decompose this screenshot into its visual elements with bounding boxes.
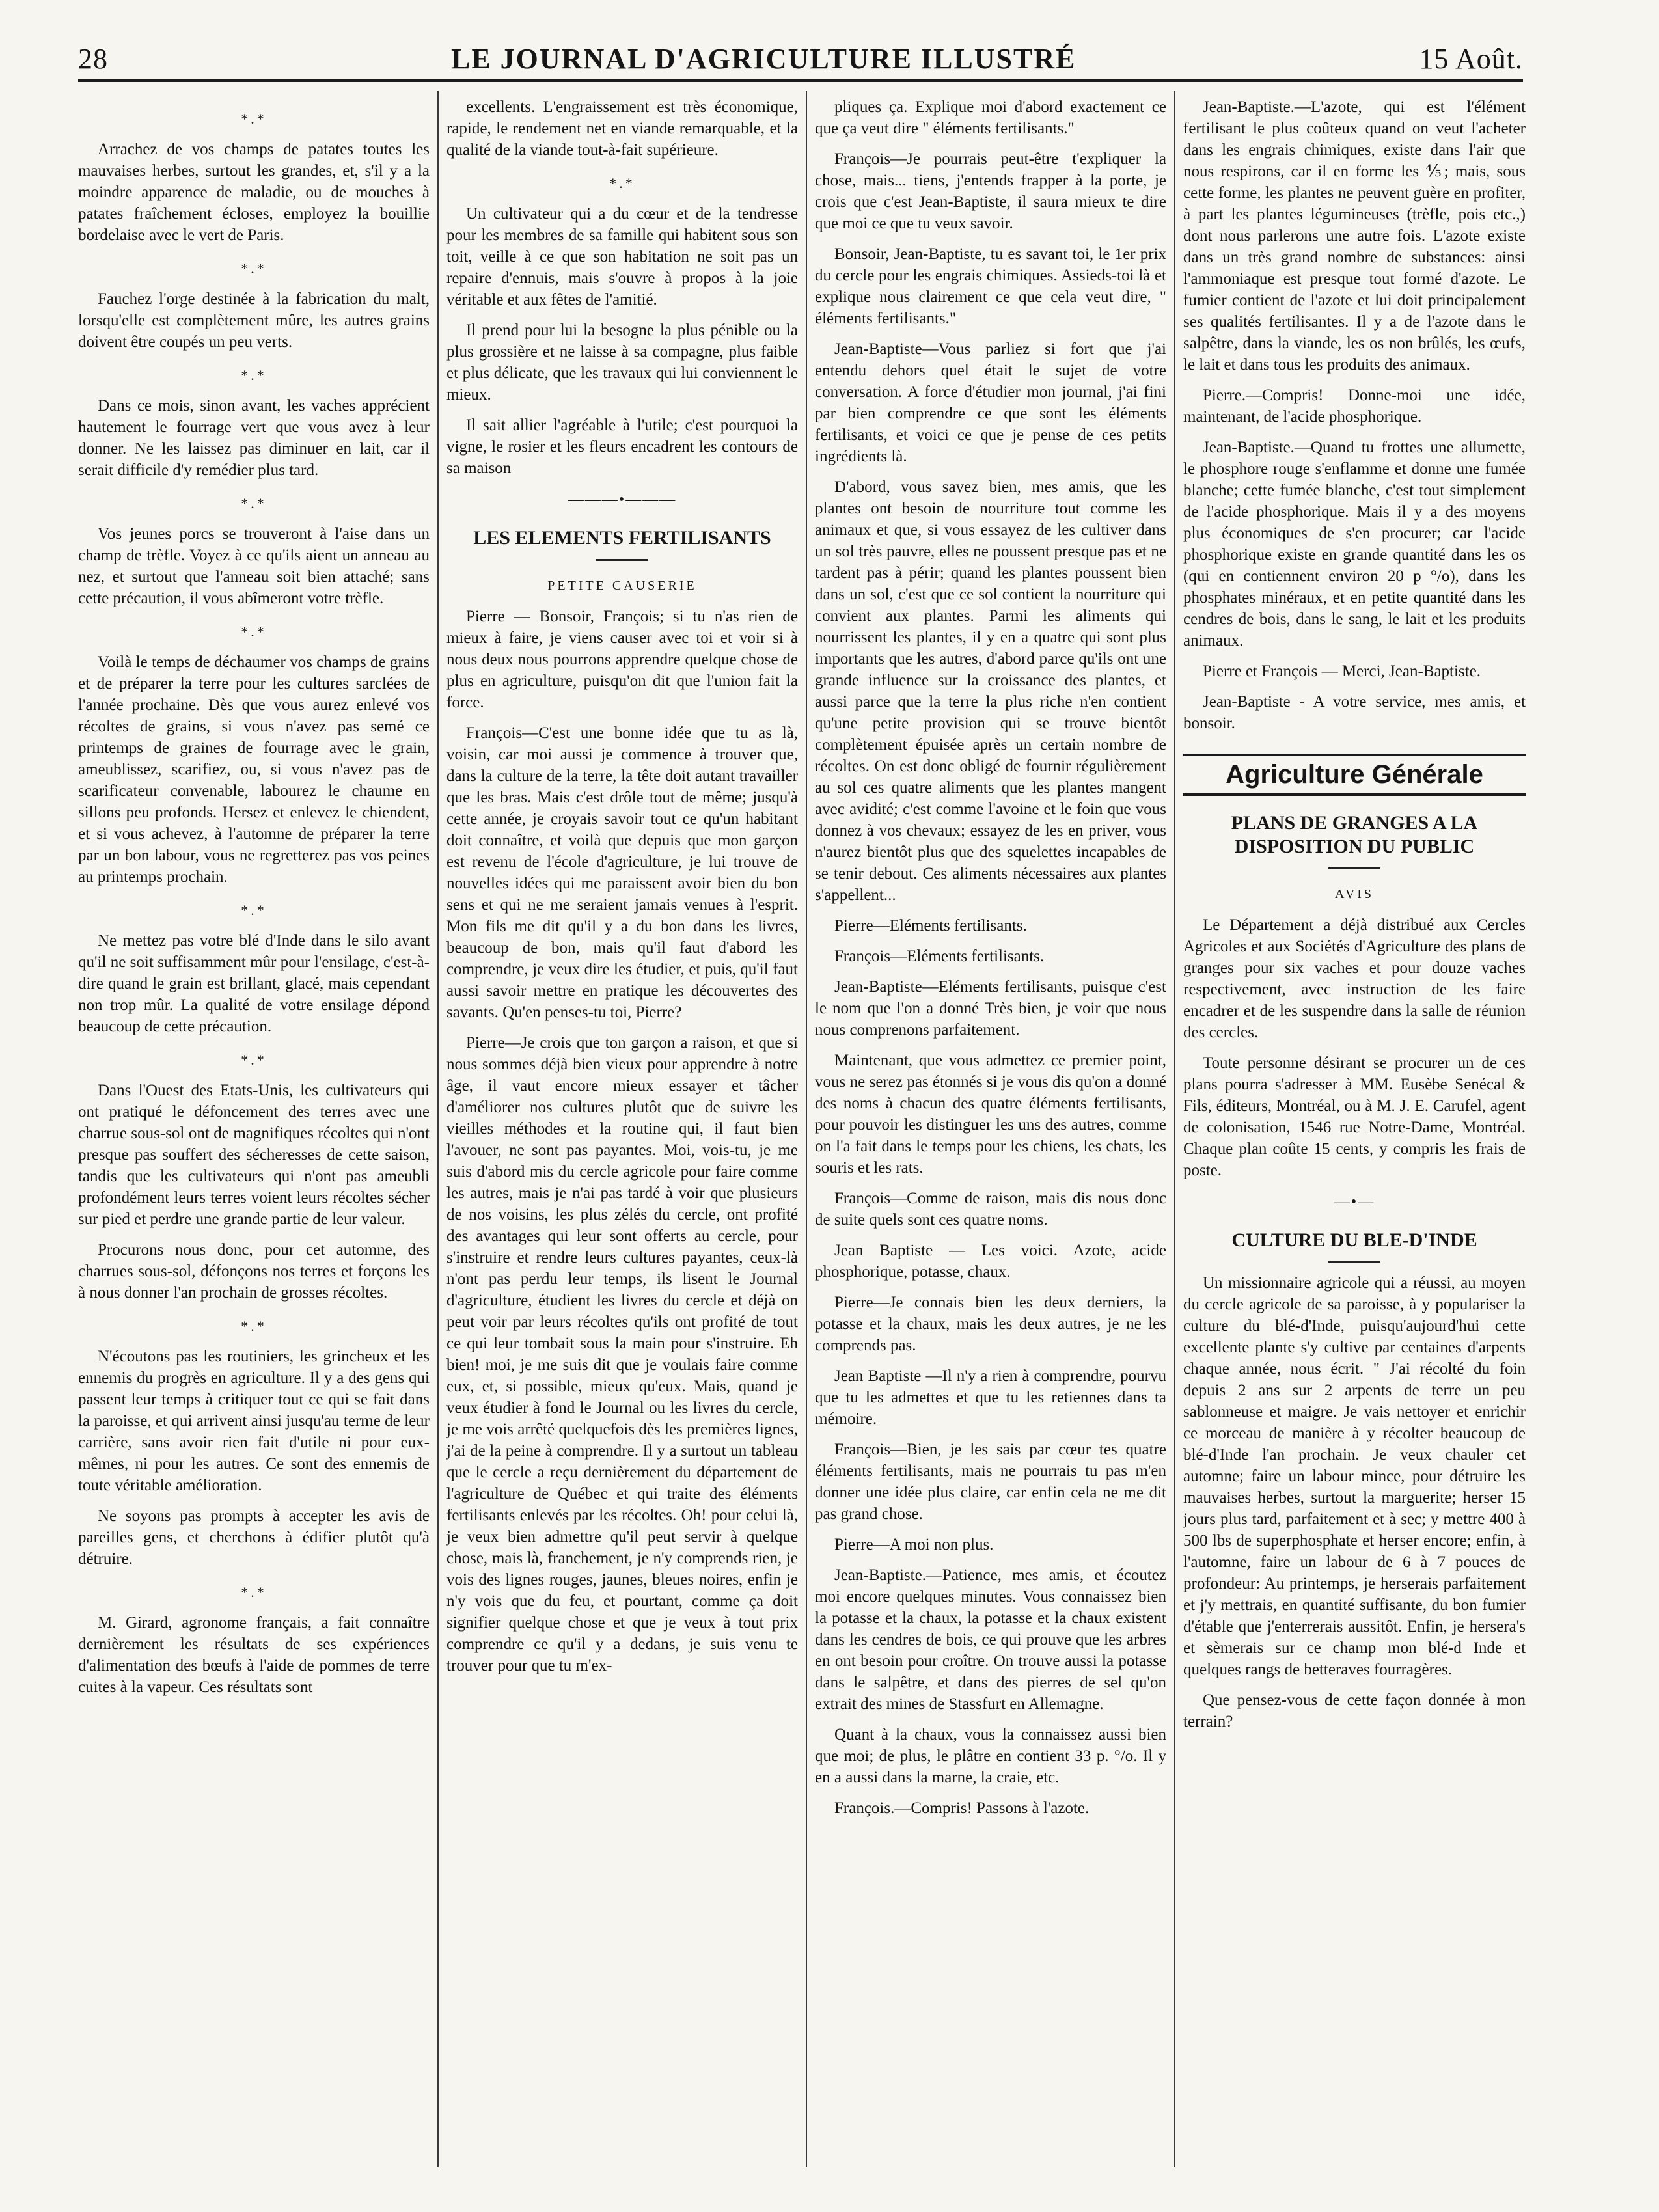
dialogue-paragraph: Pierre—Je connais bien les deux derniers, la potasse et la chaux, mais les deux autres, je ne les comprends pas. (815, 1294, 1166, 1354)
journal-title: LE JOURNAL D'AGRICULTURE ILLUSTRÉ (450, 43, 1076, 75)
dialogue-paragraph: Pierre et François — Merci, Jean-Baptiste. (1203, 662, 1481, 680)
dialogue-paragraph: Maintenant, que vous admettez ce premier point, vous ne serez pas étonnés si je vous dis qu'on a donné des noms à chacun des quatre éléments fertilisants, pour pouvoir les distinguer les uns des autres, comme on l'a fait dans le temps pour les chiens, les chats, les souris et les rats. (815, 1052, 1166, 1177)
article-heading: CULTURE DU BLE-D'INDE (1231, 1229, 1477, 1251)
section-banner: Agriculture Générale (1183, 754, 1526, 796)
dialogue-paragraph: Pierre.—Compris! Donne-moi une idée, maintenant, de l'acide phosphorique. (1183, 387, 1526, 426)
paragraph: Un cultivateur qui a du cœur et de la tendresse pour les membres de sa famille qui habitent sous son toit, veille à ce que son habitation ne soit pas un repaire d'ennuis, mais s'ouvre à propos à la joie véritable et aux fêtes de l'amitié. (446, 205, 798, 308)
asterism-separator: *.* (241, 495, 267, 512)
dialogue-paragraph: Quant à la chaux, vous la connaissez aussi bien que moi; de plus, le plâtre en contient 33 p. °/o. Il y en a aussi dans la marne, la craie, etc. (815, 1726, 1166, 1786)
column-3 (815, 96, 1166, 2166)
asterism-separator: *.* (609, 175, 635, 191)
paragraph: Toute personne désirant se procurer un de ces plans pourra s'adresser à MM. Eusèbe Senécal & Fils, éditeurs, Montréal, ou à M. J. E. Carufel, agent de colonisation, 1546 rue Notre-Dame, Montréal. Chaque plan coûte 15 cents, y compris les frais de poste. (1183, 1054, 1526, 1179)
paragraph: Ne soyons pas prompts à accepter les avis de pareilles gens, et cherchons à édifier plutôt qu'à détruire. (78, 1507, 430, 1568)
column-4 (1183, 96, 1526, 2166)
paragraph: Dans l'Ouest des Etats-Unis, les cultivateurs qui ont pratiqué le défoncement des terres avec une charrue sous-sol ont de magnifiques récoltes qui n'ont presque pas souffert des sécheresses de cette saison, tandis que les cultivateurs qui n'ont pas ameubli profondément leurs terres voient leurs récoltes sécher sur pied et perdre une grande partie de leur valeur. (78, 1082, 430, 1228)
paragraph: Arrachez de vos champs de patates toutes les mauvaises herbes, surtout les grandes, et, s'il y a la moindre apparence de maladie, ou de mouches à patates fraîchement écloses, employez la bouillie bordelaise avec le vert de Paris. (78, 141, 430, 244)
dialogue-paragraph: François.—Compris! Passons à l'azote. (834, 1799, 1090, 1817)
page-header (78, 33, 1523, 75)
column-divider (1174, 91, 1175, 2167)
dialogue-paragraph: Bonsoir, Jean-Baptiste, tu es savant toi, le 1er prix du cercle pour les engrais chimiques. Assieds-toi là et explique nous clairement ce que cela veut dire, " éléments fertilisants." (815, 245, 1166, 327)
asterism-separator: *.* (241, 111, 267, 127)
short-rule (1328, 867, 1380, 869)
dialogue-paragraph: Jean-Baptiste.—Patience, mes amis, et écoutez moi encore quelques minutes. Vous connaissez bien la potasse et la chaux, la potasse et la chaux existent dans les cendres de bois, ce qui prouve que les arbres en ont besoin pour croître. On trouve aussi la potasse dans le salpêtre, et dans des pierres de sel qu'on extrait des mines de Stassfurt en Allemagne. (815, 1566, 1166, 1713)
paragraph: Que pensez-vous de cette façon donnée à mon terrain? (1183, 1691, 1526, 1730)
asterism-separator: *.* (241, 1318, 267, 1334)
dialogue-paragraph: Pierre—Eléments fertilisants. (834, 917, 1027, 935)
asterism-separator: *.* (241, 260, 267, 277)
paragraph: Ne mettez pas votre blé d'Inde dans le silo avant qu'il ne soit suffisamment mûr pour l'ensilage, c'est-à-dire quand le grain est brillant, glacé, mais cependant non trop mûr. La qualité de votre ensilage dépond beaucoup de cette précaution. (78, 932, 430, 1035)
paragraph: Il prend pour lui la besogne la plus pénible ou la plus grossière et ne laisse à sa compagne, plus faible et plus délicate, que les travaux qui lui conviennent le mieux. (446, 321, 798, 403)
issue-date: 15 Août. (1419, 43, 1523, 75)
article-heading: LES ELEMENTS FERTILISANTS (473, 527, 771, 549)
column-divider (806, 91, 807, 2167)
column-2 (446, 96, 798, 2166)
asterism-separator: *.* (241, 1052, 267, 1068)
dialogue-paragraph: Pierre — Bonsoir, François; si tu n'as rien de mieux à faire, je viens causer avec toi et voir si à nous deux nous pourrons apprendre quelque chose de plus en agriculture, puisqu'on dit que l'union fait la force. (446, 608, 798, 711)
page-number: 28 (78, 43, 108, 75)
article-heading: PLANS DE GRANGES A LA DISPOSITION DU PUBLIC (1231, 812, 1478, 857)
paragraph: Vos jeunes porcs se trouveront à l'aise dans un champ de trèfle. Voyez à ce qu'ils aient un anneau au nez, et surtout que l'anneau soit bien attaché; sans cette précaution, il vous abîmeront votre trèfle. (78, 525, 430, 607)
dialogue-paragraph: Jean-Baptiste.—Quand tu frottes une allumette, le phosphore rouge s'enflamme et donne une fumée blanche; cette fumée blanche, c'est tout simplement de l'acide phosphorique. Mais il y a des moyens plus économiques de s'en procurer; car l'acide phosphorique existe en grande quantité dans les os (qui en contiennent environ 20 p °/o), dans les phosphates minéraux, et en petite quantité dans les cendres de bois, dans le sang, le lait et les produits animaux. (1183, 439, 1526, 649)
dialogue-paragraph: François—Je pourrais peut-être t'expliquer la chose, mais... tiens, j'entends frapper à la porte, je crois que c'est Jean-Baptiste, il saura mieux te dire que moi ce que tu veux savoir. (815, 150, 1166, 232)
dialogue-paragraph: François—Comme de raison, mais dis nous donc de suite quels sont ces quatre noms. (815, 1190, 1166, 1229)
paragraph: N'écoutons pas les routiniers, les grincheux et les ennemis du progrès en agriculture. Il y a des gens qui passent leur temps à critiquer tout ce qui se fait dans la paroisse, et qui arrivent ainsi jusqu'au terme de leur carrière, sans avoir rien fait d'utile ni pour eux-mêmes, ni pour les autres. Ce sont des ennemis de toute véritable amélioration. (78, 1348, 430, 1494)
dialogue-paragraph: François—Bien, je les sais par cœur tes quatre éléments fertilisants, mais ne pourrais tu pas m'en donner une idée plus claire, car enfin cela ne me dit pas grand chose. (815, 1441, 1166, 1523)
dialogue-paragraph: pliques ça. Explique moi d'abord exactement ce que ça veut dire " éléments fertilisants." (815, 98, 1166, 137)
dialogue-paragraph: Jean-Baptiste—Vous parliez si fort que j'ai entendu dehors quel était le sujet de votre conversation. A force d'étudier mon journal, j'ai fini par bien comprendre ce que sont les éléments fertilisants, et voici ce que je pense de ces petits ingrédients là. (815, 340, 1166, 465)
dialogue-paragraph: François—C'est une bonne idée que tu as là, voisin, car moi aussi je commence à trouver que, dans la culture de la terre, la tête doit autant travailler que les bras. Mais c'est drôle tout de même; jusqu'à cette année, je croyais savoir tout ce qu'un habitant doit connaître, et voilà que depuis que mon garçon est revenu de l'école d'agriculture, je lui trouve de nouvelles idées qui me paraissent avoir bien du bon sens et qui ne me seraient jamais venues à l'esprit. Mon fils me dit qu'il y a du bon dans les livres, beaucoup de bon, mais qu'il faut d'abord les comprendre, je veux dire les étudier, et puis, qu'il faut aussi savoir mettre en pratique les découvertes des savants. Qu'en penses-tu toi, Pierre? (446, 724, 798, 1021)
paragraph: Il sait allier l'agréable à l'utile; c'est pourquoi la vigne, le rosier et les fleurs encadrent les contours de sa maison (446, 416, 798, 477)
ornamental-divider: —•— (1334, 1194, 1375, 1210)
asterism-separator: *.* (241, 1584, 267, 1600)
short-rule (596, 559, 648, 561)
article-subheading: AVIS (1334, 887, 1375, 901)
asterism-separator: *.* (241, 902, 267, 918)
paragraph: Procurons nous donc, pour cet automne, des charrues sous-sol, défonçons nos terres et forçons les à nous donner l'an prochain de grosses récoltes. (78, 1241, 430, 1302)
paragraph: excellents. L'engraissement est très économique, rapide, le rendement net en viande remarquable, et la qualité de la viande tout-à-fait supérieure. (446, 98, 798, 159)
dialogue-paragraph: Jean-Baptiste.—L'azote, qui est l'élément fertilisant le plus coûteux quand on veut l'acheter dans les engrais chimiques, existe dans l'air que nous respirons, car il en forme les ⅘; mais, sous cette forme, les plantes ne peuvent guère en profiter, à part les plantes légumineuses (trèfle, pois etc.,) dont nous parlerons une autre fois. L'azote existe dans un très grand nombre de substances: ainsi l'ammoniaque est presque tout formé d'azote. Le fumier contient de l'azote et lui doit principalement ses qualités fertilisantes. Il y a de l'azote dans le salpêtre, dans la viande, les os non brûlés, les œufs, le lait et dans tous les produits des animaux. (1183, 98, 1526, 374)
column-divider (437, 91, 439, 2167)
dialogue-paragraph: Jean-Baptiste—Eléments fertilisants, puisque c'est le nom que l'on a donné Très bien, je voir que nous nous comprenons parfaitement. (815, 978, 1166, 1039)
dialogue-paragraph: Pierre—Je crois que ton garçon a raison, et que si nous sommes déjà bien vieux pour apprendre à notre âge, il vaut encore mieux essayer et tâcher d'améliorer nos cultures plutôt que de suivre les vieilles méthodes et la routine qui, il faut bien l'avouer, ne sont pas payantes. Moi, vois-tu, je me suis d'abord mis du cercle agricole pour faire comme les autres, mais je n'ai pas tardé à voir que plusieurs de nos voisins, les plus zélés du cercle, ont profité des avantages qui leur sont offerts au cercle, pour s'instruire et rendre leurs cultures payantes, ceux-là n'ont pas perdu leur temps, ils lisent le Journal d'agriculture, étudient les livres du cercle et déjà on peut voir par leurs récoltes qu'ils ont profité de tout ce qui leur tombait sous la main pour s'instruire. Eh bien! moi, je me suis dit que je voulais faire comme eux, et, si possible, mieux qu'eux. Mais, quand je veux étudier à fond le Journal ou les livres du cercle, je me vois arrêté quelquefois dès les premières lignes, j'ai de la peine à comprendre. Il y a surtout un tableau que le cercle a reçu dernièrement du département de l'agriculture de Québec et qui traite des éléments fertilisants enlevés par les récoltes. Oh! pour celui là, je veux bien admettre qu'il peut servir à quelque chose, mais là, franchement, je n'y comprends rien, je vois des lignes rouges, jaunes, bleues noires, enfin je n'y vois que du feu, et pourtant, comme ça doit signifier quelque chose et que je veux à tout prix comprendre ce qu'il y a dedans, je suis venu te trouver pour que tu m'ex- (446, 1034, 798, 1674)
article-subheading: PETITE CAUSERIE (547, 579, 697, 593)
short-rule (1328, 1261, 1380, 1263)
paragraph: Dans ce mois, sinon avant, les vaches apprécient hautement le fourrage vert que vous avez à leur donner. Ne les laissez pas diminuer en lait, car il serait difficile d'y remédier plus tard. (78, 397, 430, 479)
dialogue-paragraph: Jean Baptiste —Il n'y a rien à comprendre, pourvu que tu les admettes et que tu les retiennes dans ta mémoire. (815, 1367, 1166, 1428)
ornamental-divider: ———•——— (568, 491, 677, 508)
dialogue-paragraph: Jean Baptiste — Les voici. Azote, acide phosphorique, potasse, chaux. (815, 1242, 1166, 1281)
paragraph: Voilà le temps de déchaumer vos champs de grains et de préparer la terre pour les cultures sarclées de l'année prochaine. Dès que vous aurez enlevé vos récoltes de grains, si vous n'avez pas semé ce printemps de graines de fourrage avec le grain, ameublissez, scarifiez, ou, si vous n'avez pas de scarificateur convenable, labourez le chaume en sillons peu profonds. Hersez et enlevez le chiendent, et si vous achevez, à l'automne de préparer la terre par un bon labour, vous ne regretterez pas vos peines au printemps prochain. (78, 653, 430, 886)
dialogue-paragraph: François—Eléments fertilisants. (834, 948, 1045, 965)
header-rule (78, 79, 1523, 82)
paragraph: M. Girard, agronome français, a fait connaître dernièrement les résultats de ses expériences d'alimentation des bœufs à l'aide de pommes de terre cuites à la vapeur. Ces résultats sont (78, 1614, 430, 1696)
dialogue-paragraph: Jean-Baptiste - A votre service, mes amis, et bonsoir. (1183, 693, 1526, 732)
column-1 (78, 96, 430, 2166)
dialogue-paragraph: Pierre—A moi non plus. (834, 1536, 994, 1553)
asterism-separator: *.* (241, 623, 267, 640)
paragraph: Un missionnaire agricole qui a réussi, au moyen du cercle agricole de sa paroisse, à y populariser la culture du blé-d'Inde, puisqu'aujourd'hui cette excellente plante s'y cultive par centaines d'arpents chaque année, nous écrit. " J'ai récolté du foin depuis 2 ans sur 2 arpents de terre un peu sablonneuse et maigre. Je vais nettoyer et enrichir ce morceau de manière à y récolter beaucoup de blé-d'Inde l'an prochain. Je veux chauler cet automne; faire un labour mince, pour détruire les mauvaises herbes, surtout la marguerite; herser 15 jours plus tard, parfaitement et à sec; y mettre 400 à 500 lbs de superphosphate et herser encore; enfin, à l'automne, faire un labour de 6 à 7 pouces de profondeur: Au printemps, je herserais parfaitement et j'y mettrais, en quantité suffisante, du bon fumier d'étable que j'enterrerais aussitôt. Enfin, je hersera's et sèmerais sur ce champ mon blé-d Inde et quelques rangs de betteraves fourragères. (1183, 1274, 1526, 1678)
dialogue-paragraph: D'abord, vous savez bien, mes amis, que les plantes ont besoin de nourriture tout comme les animaux et que, si vous essayez de les cultiver dans un sol très pauvre, elles ne poussent presque pas et ne tardent pas à périr; quand les plantes poussent bien dans un sol, c'est que ce sol contient la nourriture qui convient aux plantes. Parmi les aliments qui nourrissent les plantes, il y en a quatre qui sont plus importants que les autres, d'abord parce qu'ils ont une grande influence sur la croissance des plantes, et aussi parce que la terre la plus riche n'en contient qu'une petite provision qui se trouve bientôt complètement épuisée après un certain nombre de récoltes. On est donc obligé de fournir régulièrement au sol ces quatre aliments que les plantes mangent avec avidité; c'est comme l'avoine et le foin que vous donnez à vos chevaux; essayez de les en priver, vous n'aurez bientôt plus que des squelettes incapables de se tenir debout. Ces aliments nécessaires aux plantes s'appellent... (815, 478, 1166, 904)
paragraph: Le Département a déjà distribué aux Cercles Agricoles et aux Sociétés d'Agriculture des plans de granges pour six vaches et pour douze vaches respectivement, avec instruction de les faire encadrer et de les suspendre dans la salle de réunion des cercles. (1183, 916, 1526, 1041)
asterism-separator: *.* (241, 367, 267, 383)
paragraph: Fauchez l'orge destinée à la fabrication du malt, lorsqu'elle est complètement mûre, les autres grains doivent être coupés un peu verts. (78, 290, 430, 351)
